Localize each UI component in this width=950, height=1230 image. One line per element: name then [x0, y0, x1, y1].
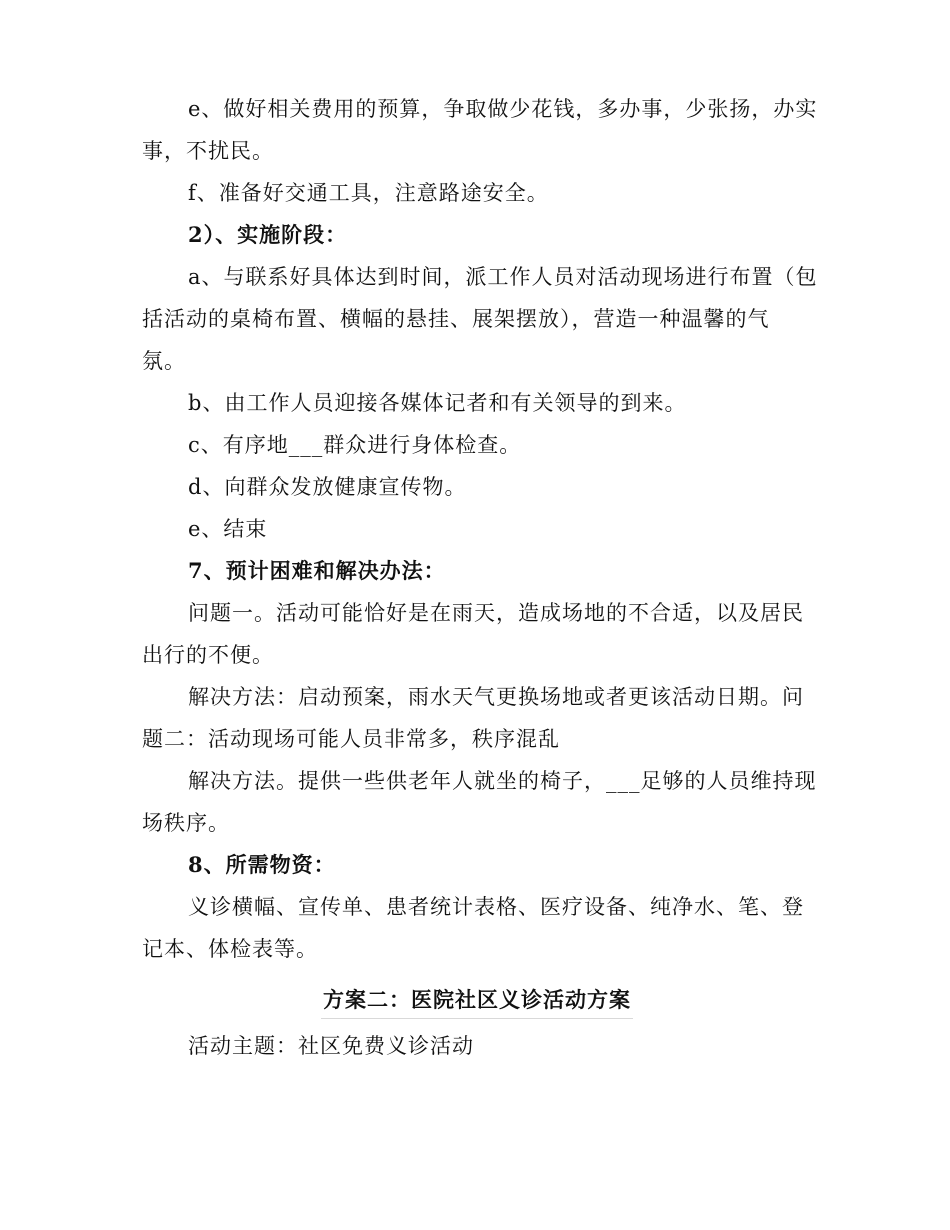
setup-line-2: 括活动的桌椅布置、横幅的悬挂、展架摆放），营造一种温馨的气 [142, 307, 770, 331]
solution1-line-1: 解决方法：启动预案，雨水天气更换场地或者更该活动日期。问 [188, 685, 804, 709]
solution1-paragraph [142, 676, 812, 760]
materials-line-1: 义诊横幅、宣传单、患者统计表格、医疗设备、纯净水、笔、登 [188, 895, 804, 919]
section8-heading: 8、所需物资： [188, 852, 336, 877]
distribute-paragraph: d、向群众发放健康宣传物。 [188, 475, 467, 499]
problem1-line-1: 问题一。活动可能恰好是在雨天，造成场地的不合适，以及居民 [188, 601, 804, 625]
solution1-line-2: 题二：活动现场可能人员非常多，秩序混乱 [142, 727, 560, 751]
end-paragraph: e、结束 [188, 517, 268, 541]
solution2-line-2: 场秩序。 [142, 811, 230, 835]
section7-heading: 7、预计困难和解决办法： [188, 558, 446, 583]
problem1-paragraph [142, 592, 812, 676]
materials-line-2: 记本、体检表等。 [142, 937, 318, 961]
problem1-line-2: 出行的不便。 [142, 643, 274, 667]
budget-line-1: e、做好相关费用的预算，争取做少花钱，多办事，少张扬，办实 [188, 97, 818, 121]
solution2-paragraph [142, 760, 817, 844]
setup-line-3: 氛。 [142, 349, 186, 373]
setup-paragraph [142, 256, 818, 382]
plan2-title-wrap [142, 982, 812, 1019]
stage2-heading: 2）、实施阶段： [188, 222, 348, 247]
check-paragraph: c、有序地___群众进行身体检查。 [188, 433, 522, 457]
activity-theme-paragraph: 活动主题：社区免费义诊活动 [188, 1034, 474, 1058]
transport-paragraph: f、准备好交通工具，注意路途安全。 [188, 181, 549, 205]
materials-paragraph [142, 886, 812, 970]
budget-paragraph [142, 88, 818, 172]
budget-line-2: 事，不扰民。 [142, 139, 274, 163]
document-page [142, 88, 818, 1067]
solution2-line-1: 解决方法。提供一些供老年人就坐的椅子，___足够的人员维持现 [188, 769, 817, 793]
setup-line-1: a、与联系好具体达到时间，派工作人员对活动现场进行布置（包 [188, 265, 818, 289]
plan2-title: 方案二：医院社区义诊活动方案 [321, 982, 633, 1019]
receive-paragraph: b、由工作人员迎接各媒体记者和有关领导的到来。 [188, 391, 687, 415]
